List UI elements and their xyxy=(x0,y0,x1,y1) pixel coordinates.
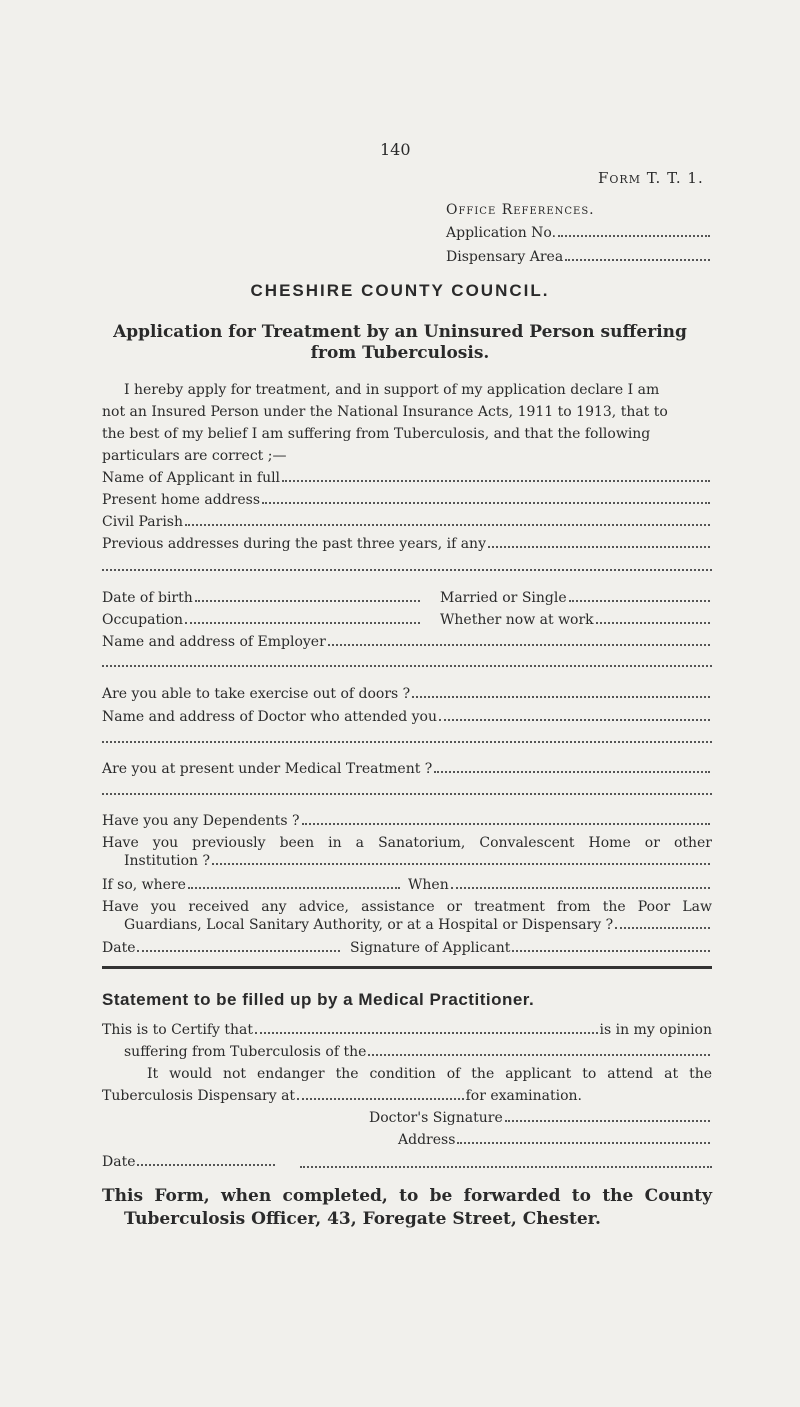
application-no-field[interactable] xyxy=(446,224,712,242)
intro-line-1: I hereby apply for treatment, and in support of my application declare I am xyxy=(124,382,660,398)
doctor-line[interactable] xyxy=(102,741,712,743)
doctor-date-field[interactable] xyxy=(102,1153,277,1171)
dispensary-area-field[interactable] xyxy=(446,248,712,266)
certify-field[interactable] xyxy=(102,1021,712,1039)
dispensary-field[interactable] xyxy=(102,1087,582,1105)
now-at-work-label: Whether now at work xyxy=(440,612,594,628)
doctor-address-field[interactable] xyxy=(398,1131,712,1149)
sanatorium-label: Institution ? xyxy=(124,853,210,869)
doctor-date-label: Date xyxy=(102,1154,136,1170)
doctor-address-label: Address xyxy=(398,1132,456,1148)
civil-parish-label: Civil Parish xyxy=(102,514,184,530)
date-of-birth-field[interactable] xyxy=(102,589,422,607)
occupation-field[interactable] xyxy=(102,611,422,629)
section-divider xyxy=(102,966,712,969)
form-title-line1: Application for Treatment by an Uninsured Person suffering xyxy=(113,322,687,342)
medical-treatment-label: Are you at present under Medical Treatment ? xyxy=(102,761,433,777)
applicant-signature-field[interactable] xyxy=(350,939,712,957)
examination-label: for examination. xyxy=(465,1088,582,1104)
council-title: CHESHIRE COUNTY COUNCIL. xyxy=(250,281,550,300)
poor-law-field[interactable] xyxy=(124,916,712,934)
sanatorium-field[interactable] xyxy=(124,852,712,870)
where-field[interactable] xyxy=(102,876,402,894)
occupation-label: Occupation xyxy=(102,612,184,628)
applicant-name-field[interactable] xyxy=(102,469,712,487)
applicant-date-field[interactable] xyxy=(102,939,342,957)
applicant-signature-label: Signature of Applicant xyxy=(350,940,511,956)
date-of-birth-label: Date of birth xyxy=(102,590,193,606)
doctor-address-line-2[interactable] xyxy=(300,1166,712,1168)
marital-status-label: Married or Single xyxy=(440,590,567,606)
medical-treatment-field[interactable] xyxy=(102,760,712,778)
previous-addresses-field[interactable] xyxy=(102,535,712,553)
employer-label: Name and address of Employer xyxy=(102,634,326,650)
dependents-label: Have you any Dependents ? xyxy=(102,813,300,829)
footer-instruction-line2: Tuberculosis Officer, 43, Foregate Street, Chester. xyxy=(124,1209,601,1229)
suffering-label: suffering from Tuberculosis of the xyxy=(124,1044,367,1060)
poor-law-label: Guardians, Local Sanitary Authority, or at a Hospital or Dispensary ? xyxy=(124,917,614,933)
home-address-label: Present home address xyxy=(102,492,261,508)
sanatorium-question: Have you previously been in a Sanatorium, Convalescent Home or other xyxy=(102,835,712,851)
intro-line-2: not an Insured Person under the National Insurance Acts, 1911 to 1913, that to xyxy=(102,404,668,420)
when-label: When xyxy=(408,877,449,893)
exercise-field[interactable] xyxy=(102,685,712,703)
poor-law-question: Have you received any advice, assistance or treatment from the Poor Law xyxy=(102,899,712,915)
previous-addresses-line[interactable] xyxy=(102,569,712,571)
doctor-signature-field[interactable] xyxy=(369,1109,712,1127)
where-label: If so, where xyxy=(102,877,186,893)
dispensary-area-label: Dispensary Area xyxy=(446,249,564,265)
opinion-label: is in my opinion xyxy=(599,1022,712,1038)
exercise-label: Are you able to take exercise out of doors ? xyxy=(102,686,411,702)
suffering-field[interactable] xyxy=(124,1043,712,1061)
application-no-label: Application No. xyxy=(446,225,557,241)
dispensary-label: Tuberculosis Dispensary at xyxy=(102,1088,296,1104)
form-id: Form T. T. 1. xyxy=(598,169,704,187)
applicant-date-label: Date xyxy=(102,940,136,956)
employer-field[interactable] xyxy=(102,633,712,651)
marital-status-field[interactable] xyxy=(440,589,712,607)
certify-label: This is to Certify that xyxy=(102,1022,254,1038)
previous-addresses-label: Previous addresses during the past three years, if any xyxy=(102,536,486,552)
endanger-text: It would not endanger the condition of the applicant to attend at the xyxy=(147,1066,712,1082)
now-at-work-field[interactable] xyxy=(440,611,712,629)
applicant-name-label: Name of Applicant in full xyxy=(102,470,281,486)
employer-line[interactable] xyxy=(102,665,712,667)
civil-parish-field[interactable] xyxy=(102,513,712,531)
statement-heading: Statement to be filled up by a Medical Practitioner. xyxy=(102,990,535,1009)
footer-instruction-line1: This Form, when completed, to be forwarded to the County xyxy=(102,1186,712,1206)
when-field[interactable] xyxy=(408,876,712,894)
doctor-label: Name and address of Doctor who attended you xyxy=(102,709,437,725)
medical-treatment-line[interactable] xyxy=(102,793,712,795)
intro-line-3: the best of my belief I am suffering from Tuberculosis, and that the following xyxy=(102,426,651,442)
office-references-heading: Office References. xyxy=(446,202,595,218)
doctor-signature-label: Doctor's Signature xyxy=(369,1110,503,1126)
dependents-field[interactable] xyxy=(102,812,712,830)
form-title-line2: from Tuberculosis. xyxy=(310,343,490,363)
page-number: 140 xyxy=(380,140,411,159)
intro-line-4: particulars are correct ;— xyxy=(102,448,287,464)
home-address-field[interactable] xyxy=(102,491,712,509)
doctor-field[interactable] xyxy=(102,708,712,726)
